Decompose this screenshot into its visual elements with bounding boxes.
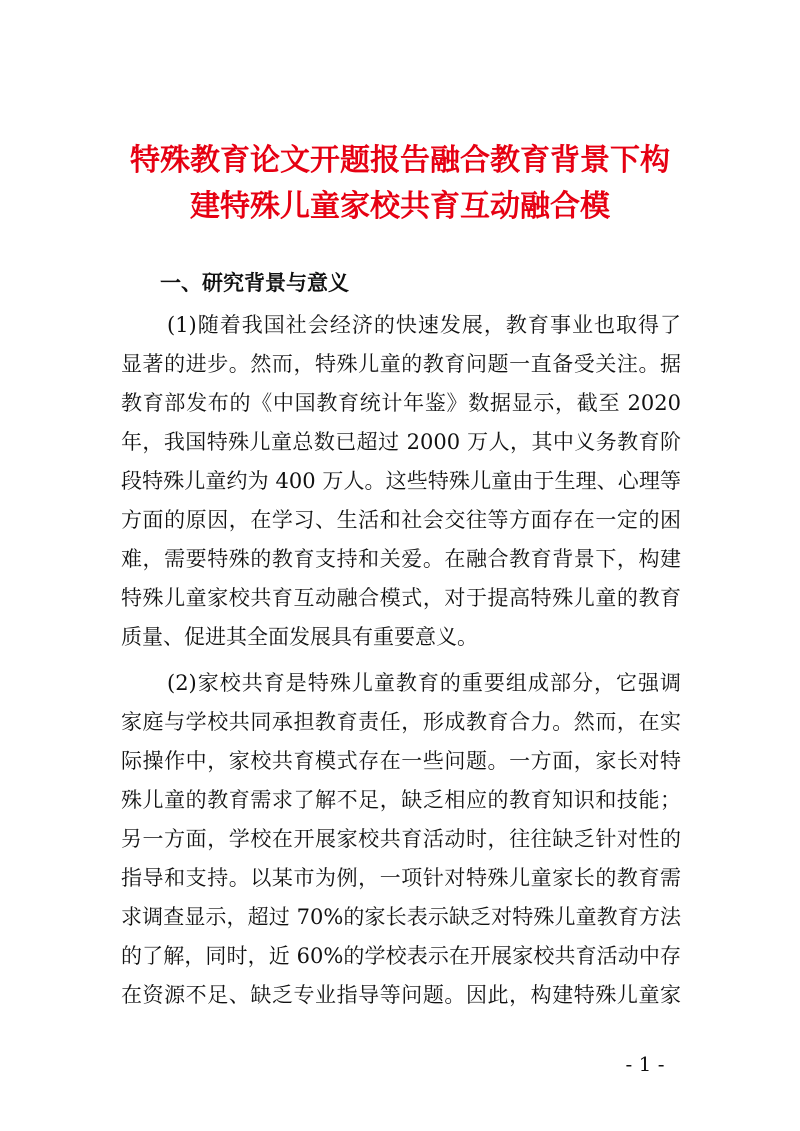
- paragraph-line: 方面的原因，在学习、生活和社会交往等方面存在一定的困: [121, 508, 681, 532]
- paragraph-line: 指导和支持。以某市为例，一项针对特殊儿童家长的教育需: [121, 866, 681, 890]
- document-title: [100, 138, 700, 230]
- paragraph-line: 显著的进步。然而，特殊儿童的教育问题一直备受关注。据: [121, 352, 681, 376]
- page-number: - 1 -: [625, 1052, 665, 1076]
- paragraph-line: 求调查显示，超过 70%的家长表示缺乏对特殊儿童教育方法: [121, 905, 681, 929]
- paragraph-line: 难，需要特殊的教育支持和关爱。在融合教育背景下，构建: [121, 547, 681, 571]
- title-line: 特殊教育论文开题报告融合教育背景下构: [130, 143, 670, 178]
- paragraph-line: (2)家校共育是特殊儿童教育的重要组成部分，它强调: [167, 671, 681, 695]
- paragraph-line: 另一方面，学校在开展家校共育活动时，往往缺乏针对性的: [121, 827, 681, 851]
- title-line: 建特殊儿童家校共育互动融合模: [190, 189, 610, 224]
- paragraph-line: 质量、促进其全面发展具有重要意义。: [121, 625, 478, 649]
- paragraph-line: 特殊儿童家校共育互动融合模式，对于提高特殊儿童的教育: [121, 586, 681, 610]
- paragraph-1: [121, 306, 681, 657]
- paragraph-line: 的了解，同时，近 60%的学校表示在开展家校共育活动中存: [121, 944, 681, 968]
- paragraph-line: 教育部发布的《中国教育统计年鉴》数据显示，截至 2020: [121, 391, 681, 415]
- paragraph-line: 在资源不足、缺乏专业指导等问题。因此，构建特殊儿童家: [121, 983, 681, 1007]
- paragraph-line: 际操作中，家校共育模式存在一些问题。一方面，家长对特: [121, 749, 681, 773]
- paragraph-2: [121, 664, 681, 1015]
- paragraph-line: 殊儿童的教育需求了解不足，缺乏相应的教育知识和技能；: [121, 788, 681, 812]
- paragraph-line: 年，我国特殊儿童总数已超过 2000 万人，其中义务教育阶: [121, 430, 681, 454]
- section-heading: 一、研究背景与意义: [160, 271, 349, 295]
- paragraph-line: 段特殊儿童约为 400 万人。这些特殊儿童由于生理、心理等: [121, 469, 681, 493]
- paragraph-line: 家庭与学校共同承担教育责任，形成教育合力。然而，在实: [121, 710, 681, 734]
- paragraph-line: (1)随着我国社会经济的快速发展，教育事业也取得了: [167, 313, 681, 337]
